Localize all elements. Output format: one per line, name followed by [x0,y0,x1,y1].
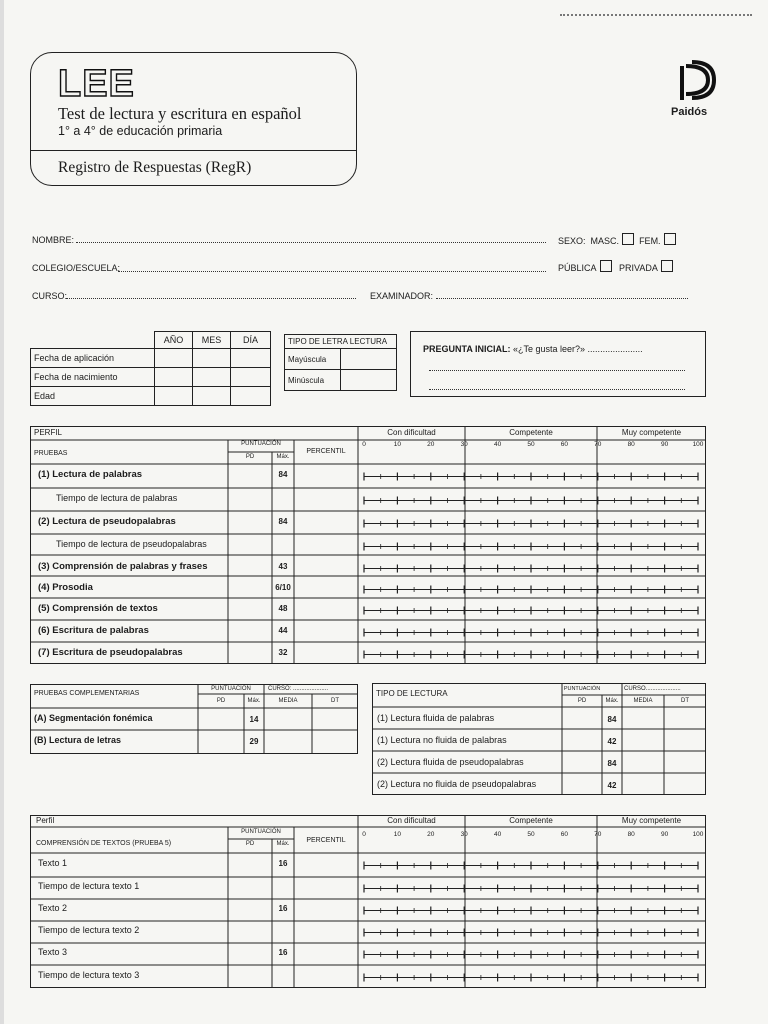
percentile-tick-label: 50 [527,441,535,448]
row-label: (4) Prosodia [38,582,93,593]
percentile-scale-line[interactable] [360,877,702,899]
pregunta-label: PREGUNTA INICIAL: [423,344,511,354]
percentil-header: PERCENTIL [306,448,346,455]
percentile-tick-label: 10 [393,831,401,838]
percentile-tick-label: 100 [692,831,704,838]
publica-label: PÚBLICA [558,263,597,273]
pregunta-box [410,331,706,397]
comp-max-header: Máx. [247,698,261,704]
percentile-tick-label: 40 [493,441,502,448]
perfil-title: PERFIL [34,428,63,437]
privada-checkbox[interactable] [661,260,673,272]
colegio-field[interactable] [118,271,546,272]
segmentacion-max: 14 [249,715,259,724]
minuscula-label: Minúscula [285,370,341,391]
scan-edge [0,0,4,1024]
nombre-field[interactable] [76,242,546,243]
mes-cell[interactable] [193,349,231,368]
percentile-tick-label: 90 [660,831,669,838]
percentile-tick-label: 60 [560,831,568,838]
tl-media-header: MEDIA [633,698,653,704]
percentile-tick-label: 90 [660,441,669,448]
tl-row-label: (2) Lectura no fluida de pseudopalabras [377,779,537,789]
tl-max-header: Máx. [605,698,619,704]
pregunta-answer-line[interactable] [429,370,685,371]
percentile-tick-label: 0 [362,441,366,448]
tl-row-max: 42 [607,781,617,790]
lee-logo: LEE [58,63,135,105]
pregunta-answer-line[interactable] [429,389,685,390]
max-header: Máx. [276,841,290,847]
test-subtitle: 1° a 4° de educación primaria [58,124,223,138]
complementarias-table [30,684,358,754]
dia-cell[interactable] [231,387,271,406]
row-max: 44 [278,626,288,635]
row-max: 16 [278,948,288,957]
percentile-scale-line[interactable] [360,899,702,921]
segmentacion-label: (A) Segmentación fonémica [34,713,153,723]
percentile-tick-label: 40 [493,831,502,838]
pruebas-header: PRUEBAS [34,450,68,457]
percentile-tick-label: 100 [692,441,704,448]
table-row [285,370,397,391]
anio-cell[interactable] [155,368,193,387]
privada-label: PRIVADA [619,263,658,273]
dia-cell[interactable] [231,349,271,368]
row-label: (6) Escritura de palabras [38,625,149,636]
percentile-scale-line[interactable] [360,511,702,534]
table-row [31,387,271,406]
puntuacion-header: PUNTUACIÓN [241,441,281,447]
tl-row-label: (1) Lectura no fluida de palabras [377,735,507,745]
tl-dt-header: DT [681,698,689,704]
row-label: (2) Lectura de pseudopalabras [38,516,176,527]
percentile-scale-line[interactable] [360,557,702,578]
masc-checkbox[interactable] [622,233,634,245]
scan-edge [560,14,752,16]
colegio-label: COLEGIO/ESCUELA: [32,263,121,273]
percentile-tick-label: 80 [627,441,635,448]
band-con-dificultad: Con dificultad [387,816,436,825]
publisher-name: Paidós [671,106,708,118]
dia-header: DÍA [231,332,271,349]
tipo-colegio-group [558,260,673,273]
masc-label: MASC. [590,236,620,246]
percentil-header: PERCENTIL [306,837,346,844]
tipo-lectura-table [372,683,706,795]
tl-row-max: 84 [607,759,617,768]
tl-row-max: 42 [607,737,617,746]
row-label: (5) Comprensión de textos [38,603,158,614]
percentile-scale-line[interactable] [360,921,702,943]
comp-dt-header: DT [331,698,339,704]
table-row [285,349,397,370]
fem-label: FEM. [639,236,661,246]
row-max: 84 [278,517,288,526]
band-con-dificultad: Con dificultad [387,428,436,437]
lectura-letras-max: 29 [249,737,259,746]
sexo-label: SEXO: [558,236,586,246]
examinador-label: EXAMINADOR: [370,291,434,301]
pregunta-text: «¿Te gusta leer?» ...................... [513,344,643,354]
form-title: Registro de Respuestas (RegR) [58,159,252,176]
letra-header: TIPO DE LETRA LECTURA [285,335,397,349]
perfil-table [30,426,706,664]
tl-row-max: 84 [607,715,617,724]
pd-header: PD [245,454,255,460]
perfil-comprension-table [30,815,706,988]
row-label: Tiempo de lectura de pseudopalabras [56,539,207,549]
percentile-tick-label: 70 [594,831,602,838]
row-label: (1) Lectura de palabras [38,469,143,480]
fem-checkbox[interactable] [664,233,676,245]
row-max: 32 [278,648,288,657]
band-competente: Competente [509,816,553,825]
row-label: (7) Escritura de pseudopalabras [38,647,183,658]
percentile-tick-label: 20 [427,831,435,838]
examinador-field[interactable] [436,298,688,299]
percentile-tick-label: 0 [362,831,366,838]
row-max: 43 [278,562,288,571]
mayuscula-label: Mayúscula [285,349,341,370]
max-header: Máx. [276,454,290,460]
header-divider [30,150,357,151]
row-label: Texto 1 [38,858,68,868]
perfil2-rows [30,853,706,988]
tl-curso-header: CURSO..................... [624,686,681,692]
sexo-group [558,233,676,246]
percentile-tick-label: 80 [627,831,635,838]
lectura-letras-label: (B) Lectura de letras [34,735,122,745]
row-max: 16 [278,859,288,868]
percentile-tick-label: 50 [527,831,535,838]
row-label: Tiempo de lectura texto 1 [38,881,140,891]
comp-puntuacion-header: PUNTUACIÓN [211,686,251,692]
letra-table [284,334,397,391]
mes-cell[interactable] [193,387,231,406]
percentile-tick-label: 20 [427,441,435,448]
fecha-aplicacion-label: Fecha de aplicación [31,349,155,368]
percentile-scale-line[interactable] [360,943,702,965]
nombre-label: NOMBRE: [32,235,75,245]
tl-row-label: (1) Lectura fluida de palabras [377,713,495,723]
percentile-tick-label: 70 [594,441,602,448]
band-muy-competente: Muy competente [621,816,682,825]
comp-curso-header: CURSO: ..................... [268,686,329,692]
anio-header: AÑO [155,332,193,349]
curso-field[interactable] [66,298,356,299]
percentile-tick-label: 10 [393,441,401,448]
row-label: Tiempo de lectura de palabras [56,493,178,503]
table-row [31,349,271,368]
percentile-scale-line[interactable] [360,488,702,511]
percentile-tick-label: 30 [460,441,468,448]
row-label: Texto 2 [38,903,68,913]
comprension-header: COMPRENSIÓN DE TEXTOS (PRUEBA 5) [36,840,172,847]
row-max: 16 [278,904,288,913]
percentile-scale-line[interactable] [360,621,702,643]
band-competente: Competente [509,428,553,437]
mes-header: MES [193,332,231,349]
paidos-logo-icon [672,60,718,102]
comp-pd-header: PD [216,698,226,704]
percentile-ticks [30,441,706,453]
row-label: Texto 3 [38,947,68,957]
puntuacion-header: PUNTUACIÓN [241,829,281,835]
row-max: 6/10 [275,583,291,592]
dia-cell[interactable] [231,368,271,387]
percentile-scale-line[interactable] [360,853,702,877]
perfil-rows [30,464,706,664]
edad-label: Edad [31,387,155,406]
percentile-tick-label: 30 [460,831,468,838]
percentile-ticks [30,831,706,843]
tl-puntuacion-header: PUNTUACIÓN [563,686,601,692]
percentile-scale-line[interactable] [360,965,702,988]
row-max: 48 [278,604,288,613]
percentile-scale-line[interactable] [360,599,702,621]
mes-cell[interactable] [193,368,231,387]
row-label: Tiempo de lectura texto 2 [38,925,140,935]
publica-checkbox[interactable] [600,260,612,272]
band-muy-competente: Muy competente [621,428,682,437]
comp-media-header: MEDIA [278,698,298,704]
tl-pd-header: PD [577,698,587,704]
perfil2-title: Perfil [36,816,55,825]
table-row [31,368,271,387]
mayuscula-cell[interactable] [341,349,397,370]
tipo-lectura-title: TIPO DE LECTURA [376,689,448,698]
percentile-scale-line[interactable] [360,464,702,488]
row-label: Tiempo de lectura texto 3 [38,970,140,980]
anio-cell[interactable] [155,349,193,368]
row-label: (3) Comprensión de palabras y frases [38,561,208,572]
percentile-tick-label: 60 [560,441,568,448]
anio-cell[interactable] [155,387,193,406]
complementarias-title: PRUEBAS COMPLEMENTARIAS [34,690,140,697]
fecha-nacimiento-label: Fecha de nacimiento [31,368,155,387]
minuscula-cell[interactable] [341,370,397,391]
dates-table [30,331,271,406]
percentile-scale-line[interactable] [360,643,702,665]
row-max: 84 [278,470,288,479]
test-title: Test de lectura y escritura en español [58,104,302,123]
curso-label: CURSO: [32,291,68,301]
percentile-scale-line[interactable] [360,578,702,599]
percentile-scale-line[interactable] [360,534,702,557]
pd-header: PD [245,841,255,847]
tl-row-label: (2) Lectura fluida de pseudopalabras [377,757,524,767]
